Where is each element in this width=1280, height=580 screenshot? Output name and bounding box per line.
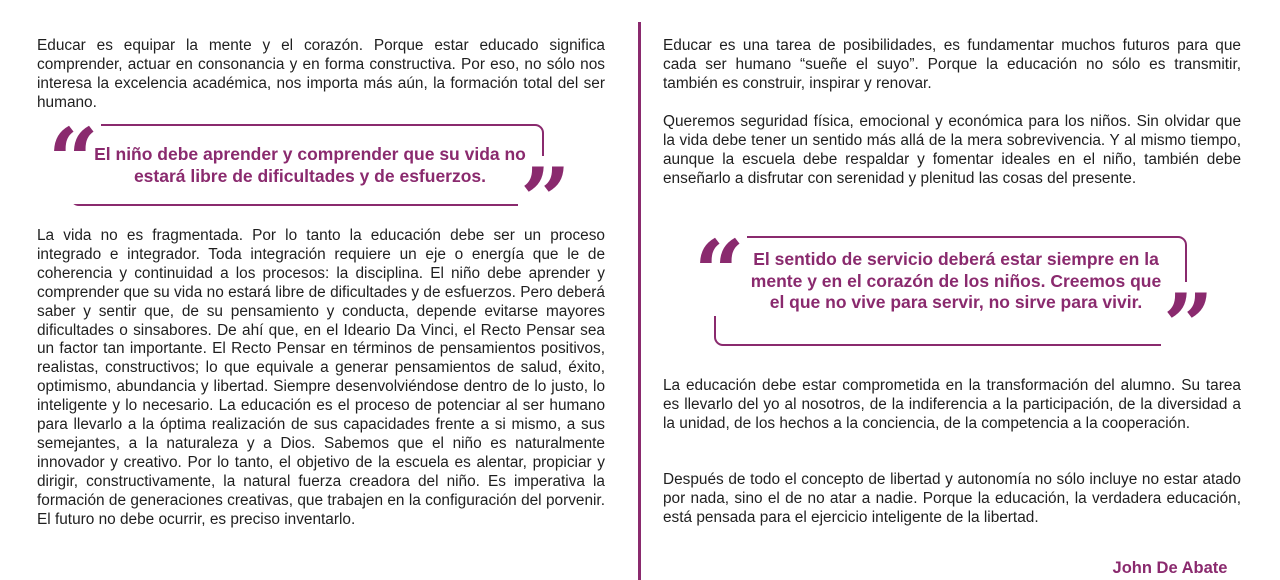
close-quote-icon: ” <box>1163 274 1214 378</box>
column-divider <box>638 22 641 580</box>
right-paragraph-2: Queremos seguridad física, emocional y económica para los niños. Sin olvidar que la vida debe tener un sentido más allá de la mera sobrevivencia. Y al mismo tiempo, aunque la escuela debe respaldar y fomentar ideales en el niño, también debe enseñarlo a disfrutar con serenidad y plenitud las cosas del presente. <box>663 113 1241 187</box>
open-quote-icon: “ <box>48 108 99 212</box>
right-paragraph-4: Después de todo el concepto de libertad y autonomía no sólo incluye no estar atado por nada, sino el de no atar a nadie. Porque la educación, la verdadera educación, está pensada para el ejercicio inteligente de la libertad. <box>663 471 1241 526</box>
close-quote-icon: ” <box>520 148 571 252</box>
right-intro-paragraph: Educar es una tarea de posibilidades, es fundamentar muchos futuros para que cada ser humano “sueñe el suyo”. Porque la educación no sólo es transmitir, también es construir, inspirar y renovar. <box>663 37 1241 92</box>
right-quote-text: El sentido de servicio deberá estar siempre en la mente y en el corazón de los niños. Creemos que el que no vive para servir, no sirve para vivir. <box>750 249 1162 312</box>
open-quote-icon: “ <box>694 220 745 324</box>
left-intro-paragraph: Educar es equipar la mente y el corazón. Porque estar educado significa comprender, actuar en consonancia y en forma constructiva. Por eso, no sólo nos interesa la excelencia académica, nos importa más aún, la formación total del ser humano. <box>37 37 605 111</box>
author-signature: John De Abate <box>1112 559 1228 577</box>
right-paragraph-3: La educación debe estar comprometida en la transformación del alumno. Su tarea es llevarlo del yo al nosotros, de la indiferencia a la participación, de la diversidad a la unidad, de los hechos a la conciencia, de la competencia a la cooperación. <box>663 377 1241 432</box>
left-quote-text: El niño debe aprender y comprender que su vida no estará libre de dificultades y de esfuerzos. <box>94 144 526 186</box>
left-body-paragraph: La vida no es fragmentada. Por lo tanto la educación debe ser un proceso integrado e integrador. Toda integración requiere un eje o energía que le de coherencia y continuidad a los procesos: la disciplina. El niño debe aprender y comprender que su vida no estará libre de dificultades y de esfuerzos. Pero deberá saber y sentir que, de su pensamiento y conducta, depende evitarse mayores dificultades o sinsabores. De ahí que, en el Ideario Da Vinci, el Recto Pensar sea un factor tan importante. El Recto Pensar en términos de pensamientos positivos, realistas, constructivos; lo que equivale a generar pensamientos de salud, éxito, optimismo, abundancia y libertad. Siempre desenvolviéndose dentro de lo justo, lo inteligente y lo necesario. La educación es el proceso de potenciar al ser humano para llevarlo a la óptima realización de sus capacidades frente a si mismo, a sus semejantes, a la naturaleza y a Dios. Sabemos que el niño es naturalmente innovador y creativo. Por lo tanto, el objetivo de la escuela es alentar, propiciar y dirigir, constructivamente, la natural fuerza creadora del niño. Es imperativa la formación de generaciones creativas, que trabajen en la configuración del porvenir. El futuro no debe ocurrir, es preciso inventarlo. <box>37 227 605 528</box>
